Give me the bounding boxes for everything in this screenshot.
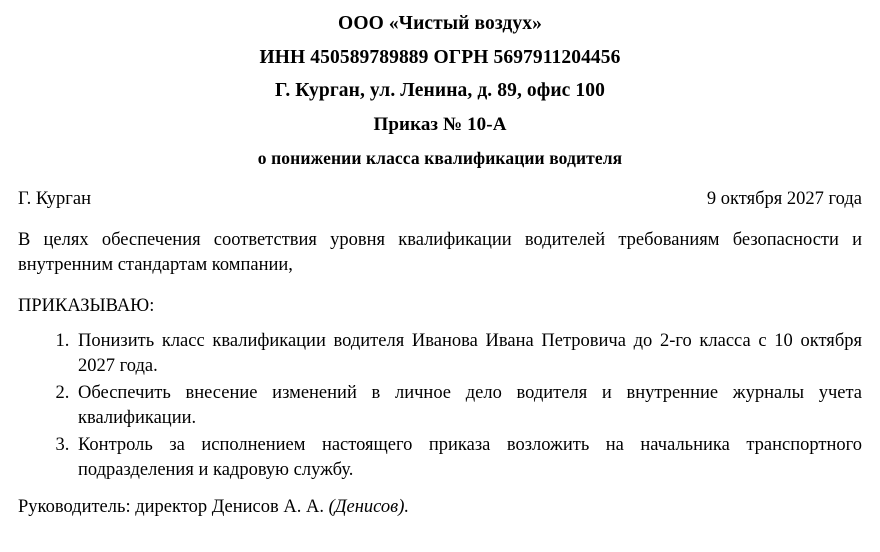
list-item: 3. Контроль за исполнением настоящего приказа возложить на начальника транспортного подразделения и кадровую службу. <box>74 433 862 483</box>
signature-prefix: Руководитель: директор Денисов А. А. <box>18 496 329 517</box>
order-items-list <box>18 329 862 483</box>
signature-name: (Денисов). <box>328 496 409 517</box>
document-city: Г. Курган <box>18 189 92 209</box>
preamble-text: В целях обеспечения соответствия уровня квалификации водителей требованиям безопасности и внутренним стандартам компании, <box>18 230 862 275</box>
document-date: 9 октября 2027 года <box>706 189 862 209</box>
company-name: ООО «Чистый воздух» <box>338 13 542 34</box>
list-item: 1. Понизить класс квалификации водителя Иванова Ивана Петровича до 2-го класса с 10 октября 2027 года. <box>74 329 862 379</box>
company-address: Г. Курган, ул. Ленина, д. 89, офис 100 <box>275 80 605 101</box>
signature-line <box>18 497 862 518</box>
order-subject: о понижении класса квалификации водителя <box>257 147 623 168</box>
document-meta-row <box>18 189 862 210</box>
registration-numbers: ИНН 450589789889 ОГРН 5697911204456 <box>259 46 621 68</box>
document-header <box>18 14 862 167</box>
command-word: ПРИКАЗЫВАЮ: <box>18 295 155 316</box>
order-number: Приказ № 10-А <box>373 113 507 135</box>
list-item: 2. Обеспечить внесение изменений в личное дело водителя и внутренние журналы учета квалификации. <box>74 381 862 431</box>
